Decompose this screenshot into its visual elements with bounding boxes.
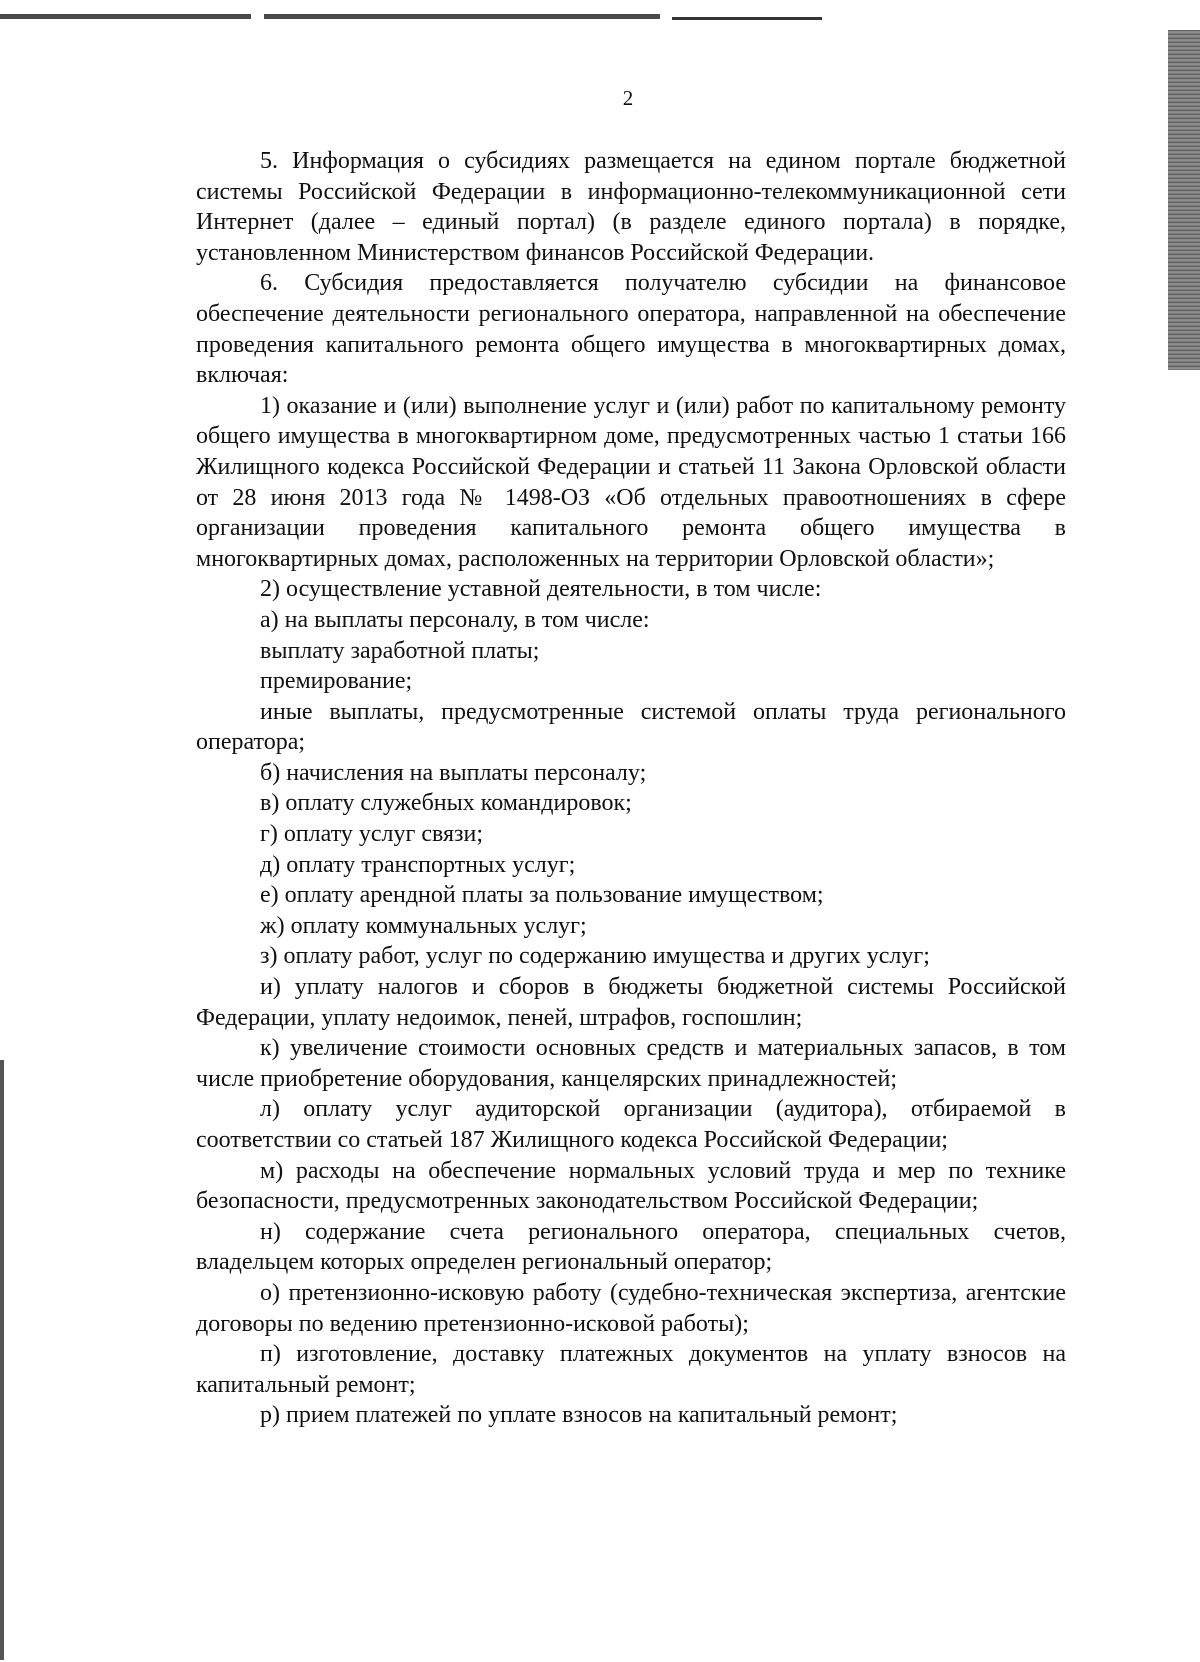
item-2g: г) оплату услуг связи; [260, 821, 484, 848]
item-2d: д) оплату транспортных услуг; [260, 851, 576, 878]
item-2b: б) начисления на выплаты персоналу; [260, 759, 647, 786]
item-2zh: ж) оплату коммунальных услуг; [260, 912, 587, 939]
page-number: 2 [622, 86, 634, 110]
item-2o: о) претензионно-исковую работу (судебно-техническая экспертиза, агентские договоры по ведению претензионно-исковой работы); [196, 1279, 1066, 1337]
scan-artifact-top-line-2 [672, 17, 822, 20]
scan-artifact-right-edge [1168, 30, 1200, 370]
item-2e: е) оплату арендной платы за пользование имуществом; [260, 882, 824, 909]
item-2l: л) оплату услуг аудиторской организации (аудитора), отбираемой в соответствии со статьей 187 Жилищного кодекса Российской Федерации; [196, 1096, 1066, 1153]
scan-artifact-left-edge [0, 1060, 4, 1660]
item-2r: р) прием платежей по уплате взносов на капитальный ремонт; [260, 1402, 898, 1429]
paragraph-5: 5. Информация о субсидиях размещается на едином портале бюджетной системы Российской Федерации в информационно-телекоммуникационной сети Интернет (далее – единый портал) (в разделе единого портала) в порядке, установленном Министерством финансов Российской Федерации. [196, 148, 1066, 266]
item-2i: и) уплату налогов и сборов в бюджеты бюджетной системы Российской Федерации, уплату недоимок, пеней, штрафов, госпошлин; [196, 974, 1066, 1031]
item-2a: а) на выплаты персоналу, в том числе: [260, 606, 650, 633]
scan-artifact-top-line [0, 14, 660, 19]
item-2p: п) изготовление, доставку платежных документов на уплату взносов на капитальный ремонт; [196, 1341, 1066, 1398]
item-2v: в) оплату служебных командировок; [260, 790, 632, 817]
item-2a-other: иные выплаты, предусмотренные системой оплаты труда регионального оператора; [196, 698, 1066, 756]
item-2m: м) расходы на обеспечение нормальных условий труда и мер по технике безопасности, предусмотренных законодательством Российской Федерации; [196, 1157, 1066, 1215]
item-2n: н) содержание счета регионального оператора, специальных счетов, владельцем которых определен региональный оператор; [196, 1218, 1066, 1276]
item-2a-bonus: премирование; [260, 668, 413, 695]
item-2a-salary: выплату заработной платы; [260, 637, 540, 664]
item-2k: к) увеличение стоимости основных средств и материальных запасов, в том числе приобретение оборудования, канцелярских принадлежностей; [196, 1035, 1066, 1092]
item-1: 1) оказание и (или) выполнение услуг и (или) работ по капитальному ремонту общего имущества в многоквартирном доме, предусмотренных частью 1 статьи 166 Жилищного кодекса Российской Федерации и статьей 11 Закона Орловской области от 28 июня 2013 года № 1498-ОЗ «Об отдельных правоотношениях в сфере организации проведения капитального ремонта общего имущества в многоквартирных домах, расположенных на территории Орловской области»; [196, 392, 1066, 572]
item-2: 2) осуществление уставной деятельности, в том числе: [260, 576, 822, 603]
document-body [196, 146, 1066, 1431]
item-2z: з) оплату работ, услуг по содержанию имущества и других услуг; [260, 943, 930, 970]
paragraph-6: 6. Субсидия предоставляется получателю субсидии на финансовое обеспечение деятельности регионального оператора, направленной на обеспечение проведения капитального ремонта общего имущества в многоквартирных домах, включая: [196, 270, 1066, 389]
